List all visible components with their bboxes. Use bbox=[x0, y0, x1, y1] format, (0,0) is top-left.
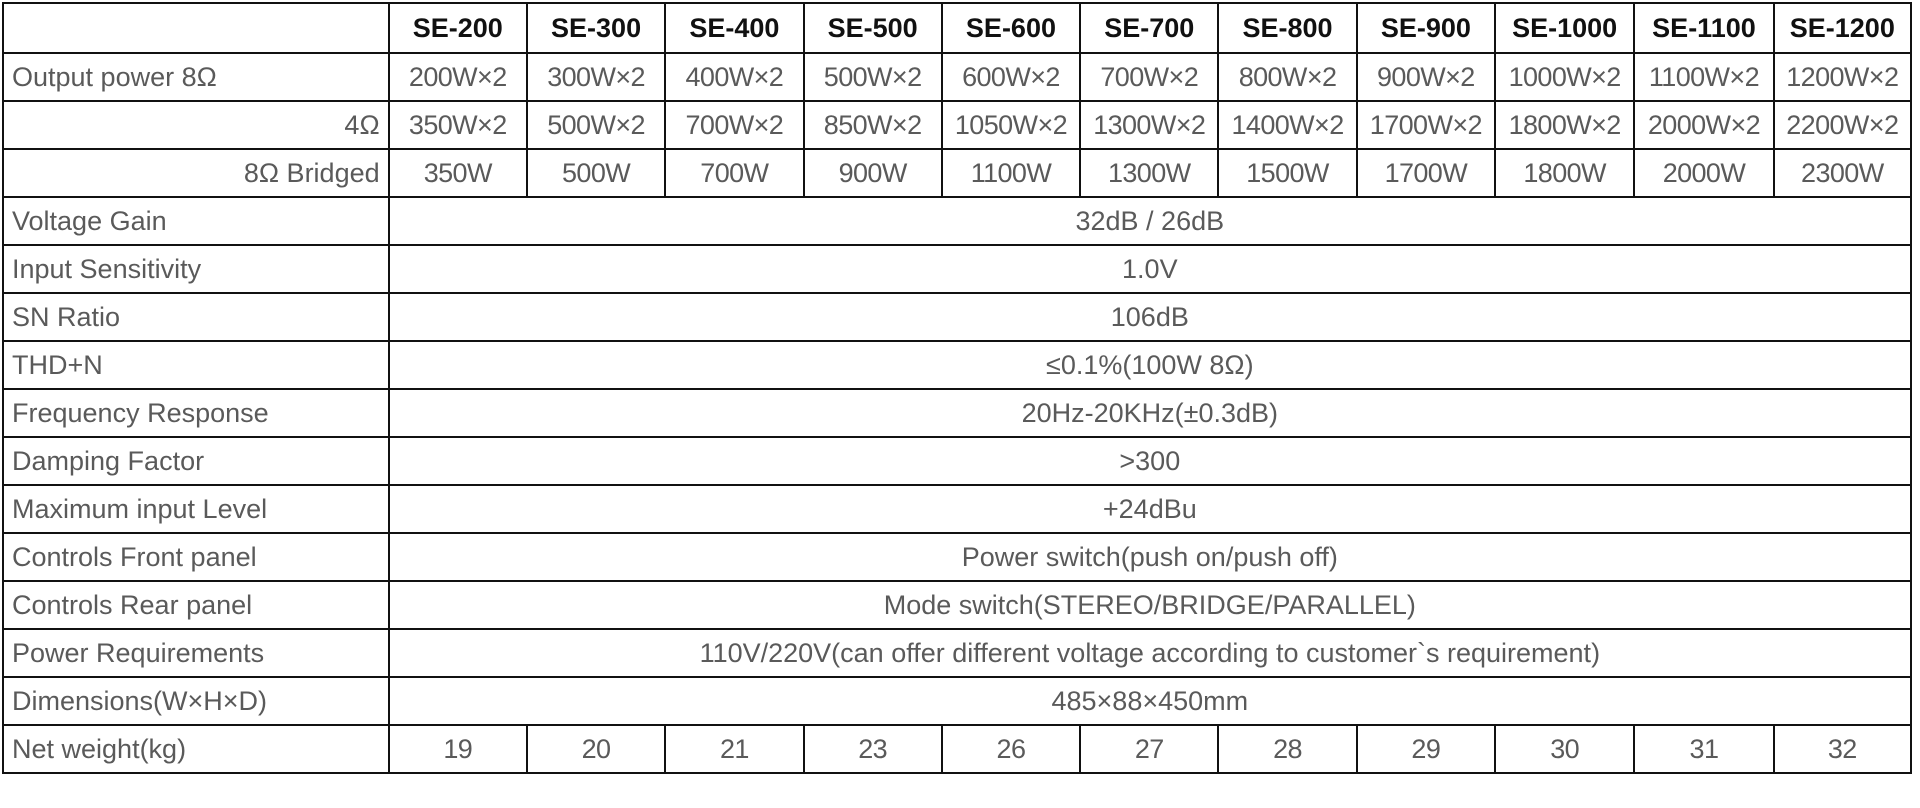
table-cell: 500W×2 bbox=[527, 101, 665, 149]
table-cell: 2200W×2 bbox=[1774, 101, 1911, 149]
table-cell: 350W×2 bbox=[389, 101, 527, 149]
table-cell: 700W×2 bbox=[665, 101, 803, 149]
table-cell: Mode switch(STEREO/BRIDGE/PARALLEL) bbox=[389, 581, 1911, 629]
table-cell: 28 bbox=[1218, 725, 1356, 773]
table-cell: 110V/220V(can offer different voltage according to customer`s requirement) bbox=[389, 629, 1911, 677]
table-cell: 485×88×450mm bbox=[389, 677, 1911, 725]
table-cell: 200W×2 bbox=[389, 53, 527, 101]
table-cell: 21 bbox=[665, 725, 803, 773]
thd-n-row bbox=[3, 341, 1911, 389]
table-cell: 1700W×2 bbox=[1357, 101, 1495, 149]
power-requirements-row bbox=[3, 629, 1911, 677]
table-cell: 2000W bbox=[1634, 149, 1773, 197]
table-cell: 500W×2 bbox=[804, 53, 942, 101]
table-cell: 23 bbox=[804, 725, 942, 773]
row-label: SN Ratio bbox=[3, 293, 389, 341]
row-label: Controls Front panel bbox=[3, 533, 389, 581]
row-label: Output power 8Ω bbox=[3, 53, 389, 101]
table-cell: 1100W×2 bbox=[1634, 53, 1773, 101]
model-header: SE-500 bbox=[804, 3, 942, 53]
table-cell: +24dBu bbox=[389, 485, 1911, 533]
table-cell: 350W bbox=[389, 149, 527, 197]
model-header-row bbox=[3, 3, 1911, 53]
table-cell: 1300W×2 bbox=[1080, 101, 1218, 149]
max-input-level-row bbox=[3, 485, 1911, 533]
row-label: Voltage Gain bbox=[3, 197, 389, 245]
controls-rear-row bbox=[3, 581, 1911, 629]
table-cell: 800W×2 bbox=[1218, 53, 1356, 101]
sn-ratio-row bbox=[3, 293, 1911, 341]
table-cell: 27 bbox=[1080, 725, 1218, 773]
table-cell: 900W bbox=[804, 149, 942, 197]
row-label: 8Ω Bridged bbox=[3, 149, 389, 197]
table-cell: 106dB bbox=[389, 293, 1911, 341]
table-cell: 20Hz-20KHz(±0.3dB) bbox=[389, 389, 1911, 437]
row-label: THD+N bbox=[3, 341, 389, 389]
table-cell: 26 bbox=[942, 725, 1080, 773]
table-cell: 32 bbox=[1774, 725, 1911, 773]
model-header: SE-900 bbox=[1357, 3, 1495, 53]
table-cell: 1.0V bbox=[389, 245, 1911, 293]
row-label: Maximum input Level bbox=[3, 485, 389, 533]
table-cell: 600W×2 bbox=[942, 53, 1080, 101]
table-cell: 1400W×2 bbox=[1218, 101, 1356, 149]
net-weight-row bbox=[3, 725, 1911, 773]
input-sensitivity-row bbox=[3, 245, 1911, 293]
table-cell: 2000W×2 bbox=[1634, 101, 1773, 149]
controls-front-row bbox=[3, 533, 1911, 581]
table-cell: 1700W bbox=[1357, 149, 1495, 197]
model-header: SE-300 bbox=[527, 3, 665, 53]
table-cell: 850W×2 bbox=[804, 101, 942, 149]
table-cell: 1000W×2 bbox=[1495, 53, 1634, 101]
table-cell: 1100W bbox=[942, 149, 1080, 197]
model-header: SE-700 bbox=[1080, 3, 1218, 53]
table-cell: 500W bbox=[527, 149, 665, 197]
damping-factor-row bbox=[3, 437, 1911, 485]
table-cell: 30 bbox=[1495, 725, 1634, 773]
table-cell: Power switch(push on/push off) bbox=[389, 533, 1911, 581]
table-cell: 700W×2 bbox=[1080, 53, 1218, 101]
dimensions-row bbox=[3, 677, 1911, 725]
table-cell: 1050W×2 bbox=[942, 101, 1080, 149]
model-header: SE-600 bbox=[942, 3, 1080, 53]
model-header: SE-1000 bbox=[1495, 3, 1634, 53]
table-cell: 700W bbox=[665, 149, 803, 197]
model-header: SE-400 bbox=[665, 3, 803, 53]
table-cell: 29 bbox=[1357, 725, 1495, 773]
table-cell: 300W×2 bbox=[527, 53, 665, 101]
model-header: SE-1100 bbox=[1634, 3, 1773, 53]
row-label: Net weight(kg) bbox=[3, 725, 389, 773]
table-cell: 20 bbox=[527, 725, 665, 773]
table-cell: 19 bbox=[389, 725, 527, 773]
output-power-bridged-row bbox=[3, 149, 1911, 197]
table-cell: 1800W bbox=[1495, 149, 1634, 197]
table-cell: 1500W bbox=[1218, 149, 1356, 197]
row-label: Damping Factor bbox=[3, 437, 389, 485]
table-cell: 1300W bbox=[1080, 149, 1218, 197]
table-cell: 31 bbox=[1634, 725, 1773, 773]
model-header: SE-800 bbox=[1218, 3, 1356, 53]
output-power-4ohm-row bbox=[3, 101, 1911, 149]
frequency-response-row bbox=[3, 389, 1911, 437]
row-label: 4Ω bbox=[3, 101, 389, 149]
table-cell: 400W×2 bbox=[665, 53, 803, 101]
table-cell: 1800W×2 bbox=[1495, 101, 1634, 149]
row-label: Controls Rear panel bbox=[3, 581, 389, 629]
table-cell: ≤0.1%(100W 8Ω) bbox=[389, 341, 1911, 389]
row-label: Power Requirements bbox=[3, 629, 389, 677]
row-label: Frequency Response bbox=[3, 389, 389, 437]
table-cell: 900W×2 bbox=[1357, 53, 1495, 101]
table-cell: 2300W bbox=[1774, 149, 1911, 197]
table-cell: >300 bbox=[389, 437, 1911, 485]
voltage-gain-row bbox=[3, 197, 1911, 245]
row-label: Dimensions(W×H×D) bbox=[3, 677, 389, 725]
output-power-8ohm-row bbox=[3, 53, 1911, 101]
model-header: SE-1200 bbox=[1774, 3, 1911, 53]
spec-table bbox=[2, 2, 1912, 774]
corner-cell bbox=[3, 3, 389, 53]
table-cell: 1200W×2 bbox=[1774, 53, 1911, 101]
table-cell: 32dB / 26dB bbox=[389, 197, 1911, 245]
model-header: SE-200 bbox=[389, 3, 527, 53]
row-label: Input Sensitivity bbox=[3, 245, 389, 293]
